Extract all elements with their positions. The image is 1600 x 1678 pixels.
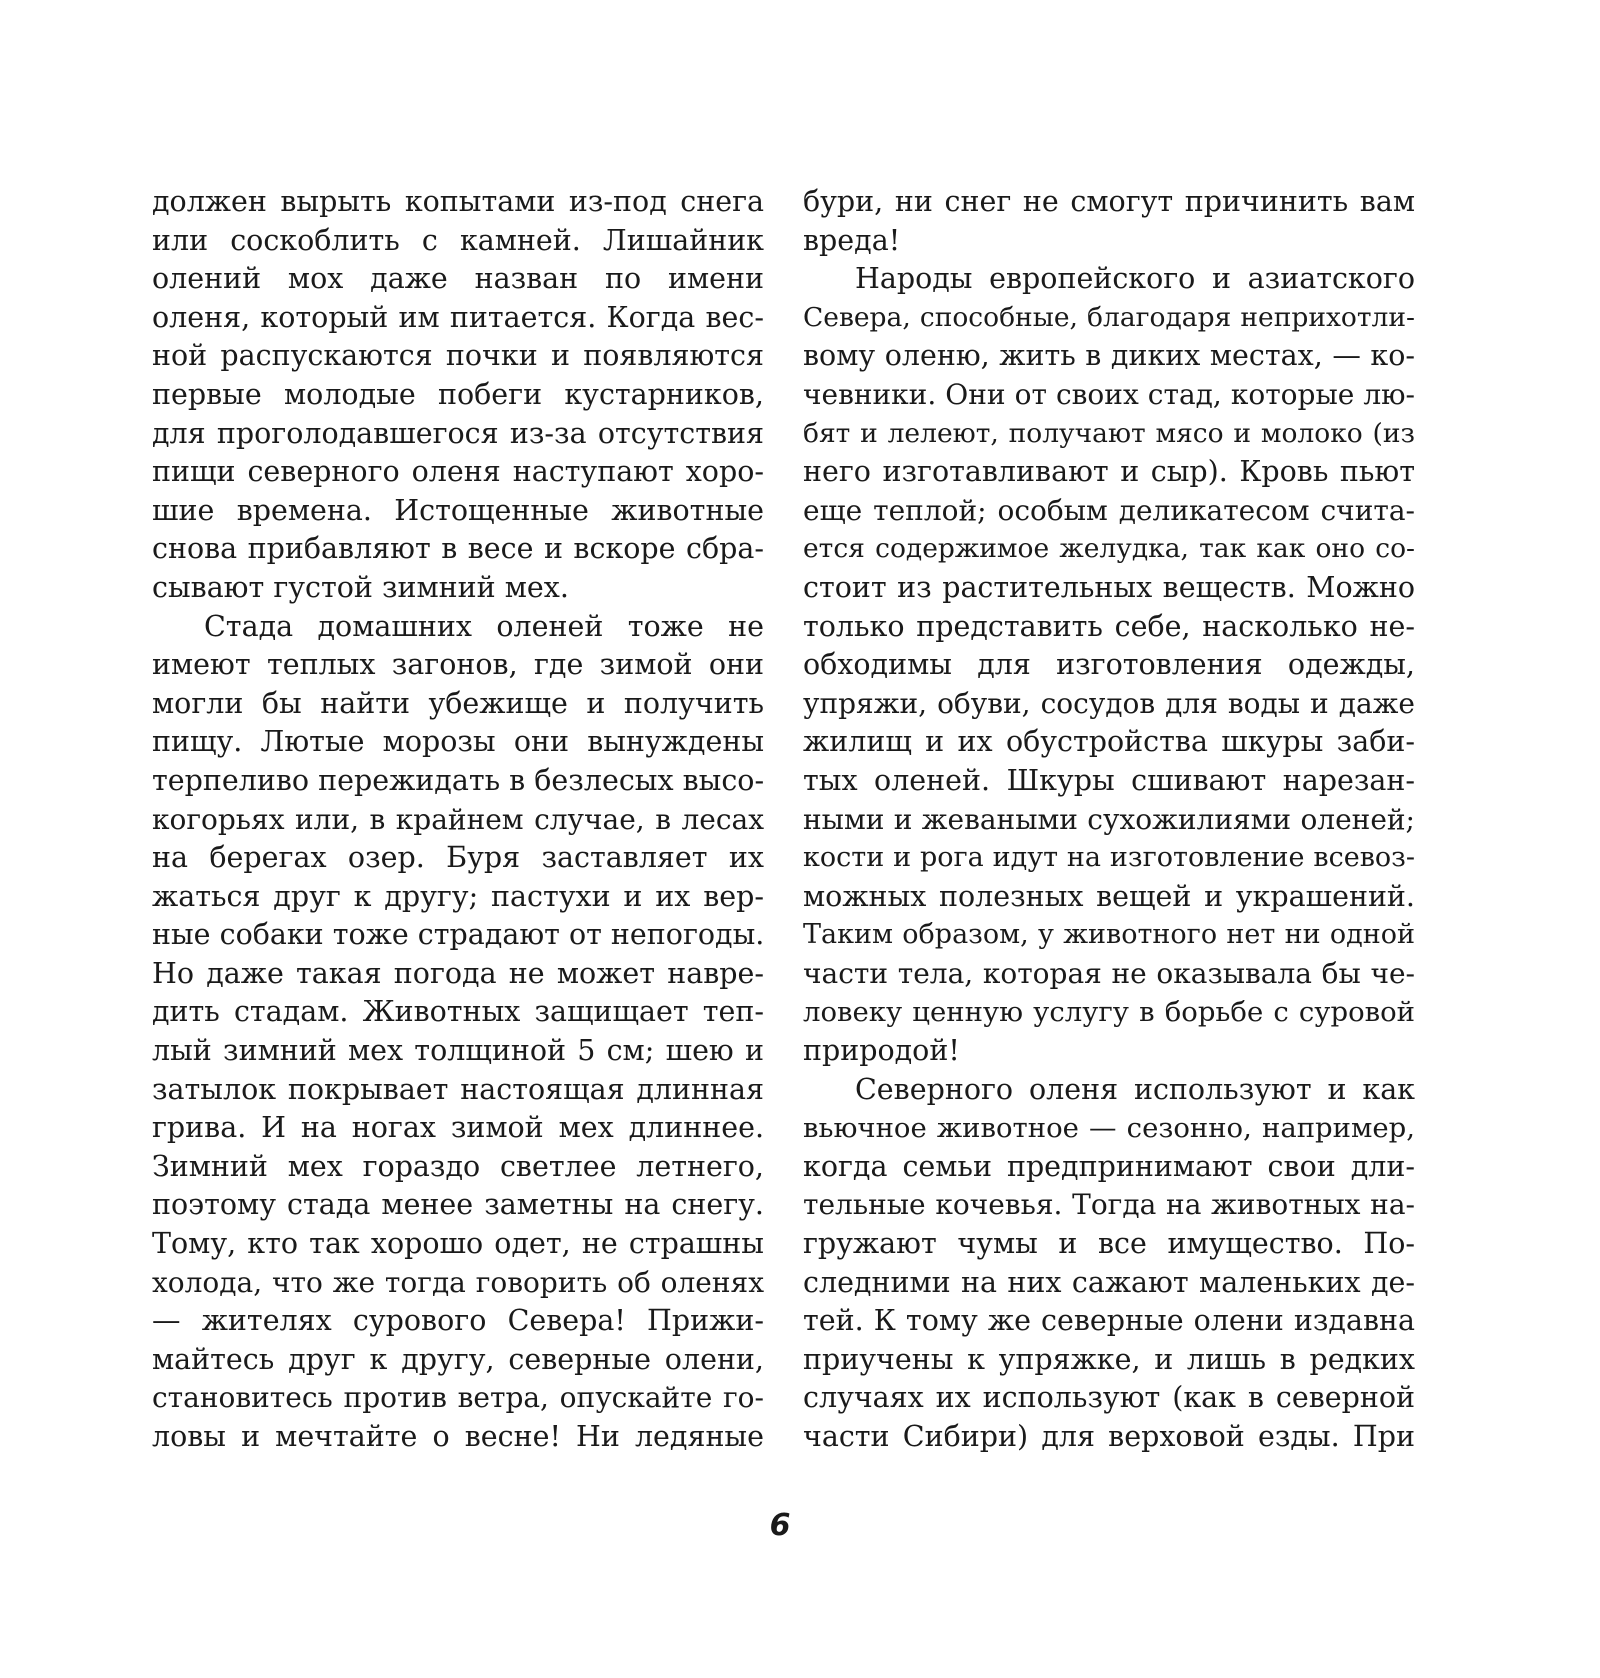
text-line: становитесь против ветра, опускайте го- — [152, 1381, 764, 1415]
text-line: когорьях или, в крайнем случае, в лесах — [152, 802, 764, 836]
text-line: тей. К тому же северные олени издавна — [803, 1304, 1415, 1338]
text-line: части тела, которая не оказывала бы че- — [803, 956, 1415, 990]
text-line: когда семьи предпринимают свои дли- — [803, 1149, 1415, 1183]
paragraph-start-line: Северного оленя используют и как — [855, 1072, 1415, 1106]
left-text-column — [152, 183, 764, 1457]
right-text-column — [803, 183, 1415, 1457]
text-line: пищу. Лютые морозы они вынуждены — [152, 725, 764, 759]
text-line: должен вырыть копытами из-под снега — [152, 185, 764, 218]
text-line: него изготавливают и сыр). Кровь пьют — [803, 455, 1415, 489]
text-line: Севера, способные, благодаря неприхотли- — [803, 301, 1415, 333]
text-line: жилищ и их обустройства шкуры заби- — [803, 725, 1415, 759]
text-line: затылок покрывает настоящая длинная — [152, 1072, 764, 1106]
text-line: майтесь друг к другу, северные олени, — [152, 1342, 764, 1376]
text-line: еще теплой; особым деликатесом счита- — [803, 493, 1415, 527]
text-line: Зимний мех гораздо светлее летнего, — [152, 1149, 764, 1183]
text-line: первые молодые побеги кустарников, — [152, 377, 764, 411]
text-line: пищи северного оленя наступают хоро- — [152, 455, 764, 489]
text-line: случаях их используют (как в северной — [803, 1381, 1415, 1415]
text-line: сывают густой зимний мех. — [152, 570, 569, 604]
text-line: ловеку ценную услугу в борьбе с суровой — [803, 996, 1415, 1029]
text-line: олений мох даже назван по имени — [152, 262, 764, 296]
text-line: бури, ни снег не смогут причинить вам — [803, 185, 1415, 218]
text-line: грива. И на ногах зимой мех длиннее. — [152, 1111, 764, 1145]
text-line: дить стадам. Животных защищает теп- — [152, 995, 764, 1029]
text-line: части Сибири) для верховой езды. При — [803, 1420, 1415, 1453]
text-line: чевники. Они от своих стад, которые лю- — [803, 377, 1415, 411]
text-line: терпеливо пережидать в безлесых высо- — [152, 763, 765, 797]
paragraph-start-line: Стада домашних оленей тоже не — [204, 609, 764, 643]
text-line: жаться друг к другу; пастухи и их вер- — [152, 879, 764, 913]
text-line: шие времена. Истощенные животные — [152, 493, 764, 527]
text-line: тых оленей. Шкуры сшивают нарезан- — [803, 763, 1415, 797]
text-line: стоит из растительных веществ. Можно — [803, 570, 1415, 604]
text-line: Но даже такая погода не может навре- — [152, 956, 764, 990]
text-line: оленя, который им питается. Когда вес- — [152, 300, 764, 334]
text-line: гружают чумы и все имущество. По- — [803, 1227, 1415, 1261]
text-line: Тому, кто так хорошо одет, не страшны — [152, 1227, 764, 1261]
text-line: ными и жеваными сухожилиями оленей; — [803, 802, 1415, 836]
text-line: снова прибавляют в весе и вскоре сбра- — [152, 532, 764, 566]
text-line: вреда! — [803, 223, 901, 257]
text-line: кости и рога идут на изготовление всевоз- — [803, 842, 1415, 874]
text-line: поэтому стада менее заметны на снегу. — [152, 1188, 764, 1222]
text-line: ется содержимое желудка, так как оно со- — [803, 533, 1415, 565]
text-line: следними на них сажают маленьких де- — [803, 1265, 1415, 1299]
text-line: имеют теплых загонов, где зимой они — [152, 648, 764, 682]
text-line: природой! — [803, 1034, 960, 1068]
text-line: вому оленю, жить в диких местах, — ко- — [803, 339, 1415, 373]
text-line: холода, что же тогда говорить об оленях — [152, 1265, 764, 1299]
text-line: ной распускаются почки и появляются — [152, 339, 764, 373]
text-line: бят и лелеют, получают мясо и молоко (из — [803, 417, 1415, 449]
text-line: тельные кочевья. Тогда на животных на- — [803, 1188, 1415, 1222]
text-line: лый зимний мех толщиной 5 см; шею и — [152, 1034, 764, 1068]
text-line: или соскоблить с камней. Лишайник — [152, 223, 764, 257]
text-line: для проголодавшегося из-за отсутствия — [152, 416, 764, 450]
text-line: на берегах озер. Буря заставляет их — [152, 841, 764, 875]
page-number: 6 — [769, 1508, 791, 1543]
text-line: приучены к упряжке, и лишь в редких — [803, 1342, 1415, 1376]
text-line: можных полезных вещей и украшений. — [803, 879, 1415, 913]
text-line: — жителях сурового Севера! Прижи- — [152, 1304, 764, 1338]
text-line: могли бы найти убежище и получить — [152, 686, 764, 720]
text-line: только представить себе, насколько не- — [803, 609, 1415, 643]
text-line: Таким образом, у животного нет ни одной — [803, 919, 1415, 951]
text-line: упряжи, обуви, сосудов для воды и даже — [803, 686, 1415, 720]
text-line: ловы и мечтайте о весне! Ни ледяные — [152, 1420, 764, 1453]
paragraph-start-line: Народы европейского и азиатского — [855, 262, 1415, 296]
text-line: обходимы для изготовления одежды, — [803, 648, 1415, 682]
text-line: ные собаки тоже страдают от непогоды. — [152, 918, 765, 952]
text-line: вьючное животное — сезонно, например, — [803, 1112, 1415, 1145]
